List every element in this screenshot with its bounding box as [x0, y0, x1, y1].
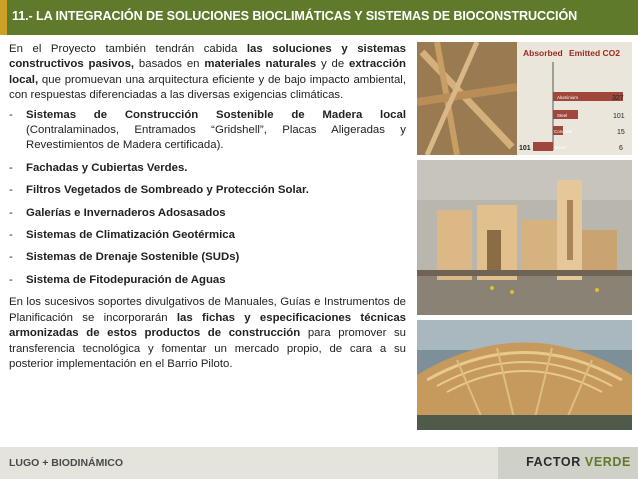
list-item-bold: Sistemas de Construcción Sostenible de Madera local [26, 108, 406, 121]
absorbed-label: Absorbed [523, 48, 563, 58]
intro-bold-2: materiales naturales [204, 58, 317, 71]
closing-text-2: para promover su transferencia tecnológica y fomentar un mercado propio, de cara a su posterior implementación en el Barrio Piloto. [9, 327, 406, 370]
bar-label-steel: Steel [557, 113, 568, 118]
list-item [9, 183, 406, 198]
list-item-bold: Sistema de Fitodepuración de Aguas [26, 273, 226, 286]
closing-paragraph [9, 295, 406, 372]
list-item-bold: Sistemas de Drenaje Sostenible (SUDs) [26, 251, 240, 264]
list-item-bold: Sistemas de Climatización Geotérmica [26, 229, 235, 242]
closing-bold-1: las fichas y especificaciones técnicas armonizadas de estos productos de construcción [9, 311, 406, 340]
footer-project-name: LUGO + BIODINÁMICO [9, 457, 124, 469]
gridshell-roof-photo [417, 320, 632, 430]
bullet-dash: - [9, 273, 13, 286]
bullet-dash: - [9, 229, 13, 242]
logo-text-verde: VERDE [584, 455, 631, 469]
list-item-bold: Fachadas y Cubiertas Verdes. [26, 161, 188, 174]
header-accent-bar [0, 0, 7, 35]
intro-bold-3: extracción local, [9, 58, 407, 86]
value-steel: 101 [613, 113, 625, 120]
list-item [9, 228, 406, 243]
value-absorbed-wood: 101 [519, 145, 531, 152]
timber-structure-co2-photo [417, 42, 632, 155]
slide-header [0, 0, 638, 35]
bar-label-wood: Wood [554, 145, 566, 150]
value-wood: 6 [619, 145, 623, 152]
main-text [9, 42, 406, 384]
slide-title: 11.- LA INTEGRACIÓN DE SOLUCIONES BIOCLIMÁTICAS Y SISTEMAS DE BIOCONSTRUCCIÓN [12, 9, 578, 23]
list-item [9, 206, 406, 221]
closing-text-1: En los sucesivos soportes divulgativos de Manuales, Guías e Instrumentos de Planificación se incorporarán [9, 296, 406, 324]
list-item-text: (Contralaminados, Entramados “Gridshell”, Placas Aligeradas y Revestimientos de Madera certificada). [26, 124, 406, 152]
bullet-dash: - [9, 206, 13, 219]
emitted-co2-label: Emitted CO2 [569, 48, 621, 58]
bar-label-aluminium: Aluminium [557, 95, 579, 100]
intro-text-1: En el Proyecto también tendrán cabida [9, 43, 247, 55]
value-concrete: 15 [617, 129, 625, 136]
list-item-bold: Filtros Vegetados de Sombreado y Protección Solar. [26, 184, 309, 197]
intro-paragraph [9, 42, 406, 104]
bullet-dash: - [9, 161, 13, 174]
timber-photo-drawing [417, 42, 632, 155]
bullet-dash: - [9, 184, 13, 197]
intro-text-3: y de [316, 58, 350, 71]
bar-label-concrete: Concrete [554, 129, 573, 134]
gridshell-photo-drawing [417, 320, 632, 430]
logo-text [526, 455, 631, 469]
intro-bold-1: las soluciones y sistemas constructivos pasivos, [9, 43, 406, 71]
value-aluminium: 327 [612, 95, 624, 102]
systems-list [9, 108, 406, 289]
list-item [9, 108, 406, 154]
construction-photo-drawing [417, 160, 632, 315]
factor-verde-logo [498, 447, 638, 479]
list-item [9, 161, 406, 176]
logo-text-factor: FACTOR [526, 455, 585, 469]
list-item [9, 250, 406, 265]
list-item [9, 273, 406, 288]
slide-footer [0, 447, 638, 479]
bullet-dash: - [9, 108, 13, 121]
intro-text-2: basados en [134, 58, 205, 71]
clt-construction-site-photo [417, 160, 632, 315]
list-item-bold: Galerías e Invernaderos Adosasados [26, 206, 226, 219]
bullet-dash: - [9, 251, 13, 264]
intro-text-4: que promuevan una arquitectura eficiente y de bajo impacto ambiental, con respuestas diferenciadas a las diversas exigencias climáticas. [9, 73, 406, 102]
